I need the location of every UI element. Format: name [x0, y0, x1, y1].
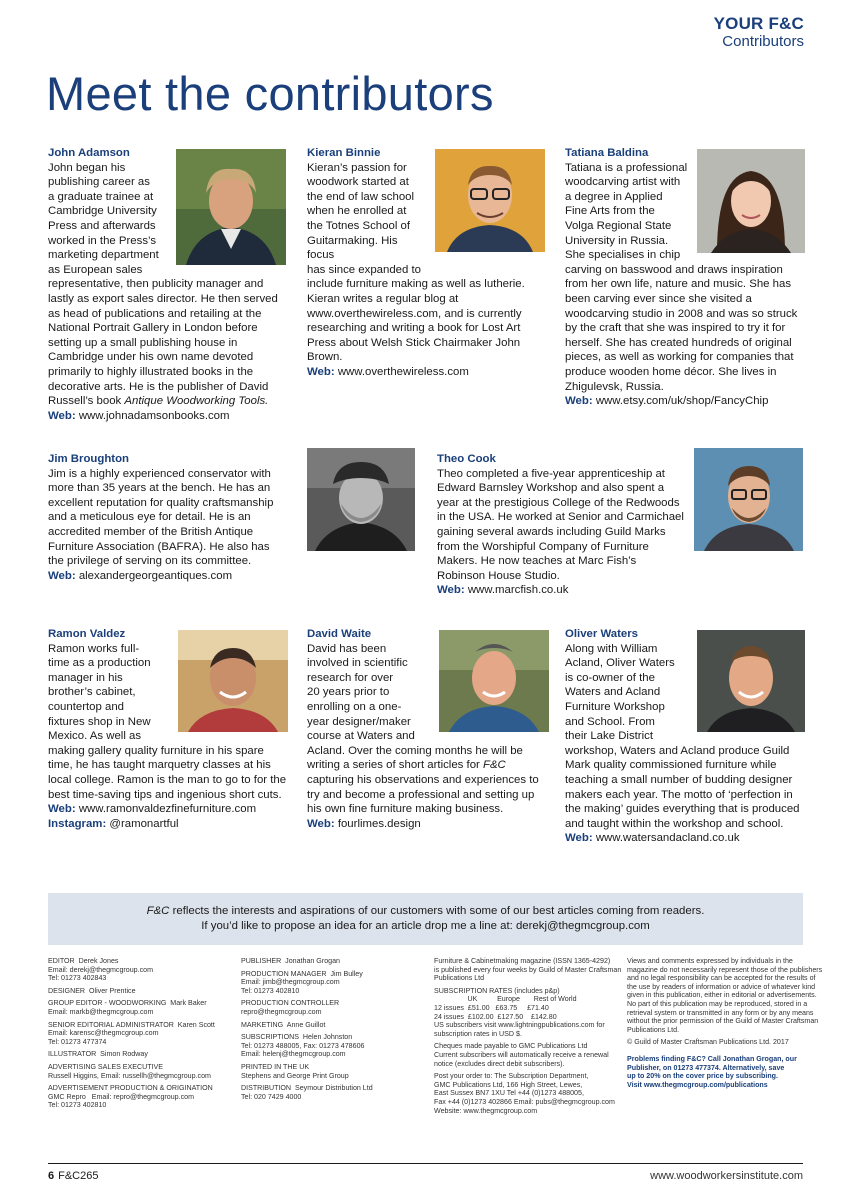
- imprint-promo-line: Problems finding F&C? Call Jonathan Grogan, our: [627, 1054, 797, 1063]
- contributor-theo-cook: [437, 452, 687, 598]
- imprint-line: 12 issues £51.00 £63.75 £71.40: [434, 1003, 549, 1012]
- imprint-line: PRODUCTION CONTROLLER: [241, 999, 340, 1008]
- web-line: Web: www.overthewireless.com: [307, 365, 469, 378]
- imprint-line: DISTRIBUTION Seymour Distribution Ltd: [241, 1084, 373, 1093]
- imprint-block: [434, 987, 629, 1039]
- imprint-promo-line: Publisher, on 01273 477374. Alternatively, save: [627, 1063, 785, 1072]
- contributor-name: John Adamson: [48, 147, 130, 159]
- imprint-line: Tel: 020 7429 4000: [241, 1092, 302, 1101]
- imprint-block: [241, 999, 441, 1016]
- bio-text: representative, then publicity manager and lastly as export sales director. He then served as head of publications and retailing at the National Portrait Gallery in London before setting up a small publishing house in Cambridge under his own name devoted primarily to highly illustrated books in the decorative arts. He is the publisher of David Russell’s book: [48, 278, 278, 408]
- portrait-photo: [176, 149, 286, 265]
- contributor-name: Theo Cook: [437, 453, 496, 465]
- web-link[interactable]: www.ramonvaldezfinefurniture.com: [78, 803, 257, 816]
- portrait-photo: [697, 149, 805, 253]
- imprint-line: Post your order to: The Subscription Department,: [434, 1072, 589, 1081]
- web-link[interactable]: www.marcfish.co.uk: [467, 584, 569, 597]
- contributor-tatiana-baldina: Tatiana Baldina Tatiana is a professional woodcarving artist with a degree in Applied Fine Arts from the Volga Regional State University in Russia. She specialises in chip carving on basswood and draws inspiration from her own life, nature and music. She has been carving ever since she visited a woodcarving studio in 2008 and was so struck by the craft that she was inspired to try it for herself. She has created hundreds of original pieces, as well as working for companies that produce wooden home décor. She lives in Zhigulevsk, Russia. Web: www.etsy.com/uk/shop/FancyChip: [565, 146, 805, 409]
- footer-website[interactable]: www.woodworkersinstitute.com: [650, 1170, 803, 1182]
- imprint-block: [48, 957, 248, 983]
- imprint-block: [241, 1033, 441, 1059]
- bio-text: as well as lutherie. Kieran writes a regular blog at www.overthewireless.com, and is currently researching and writing a book for Lost Art Press about Welsh Stick Chairmaker John Brown.: [307, 278, 525, 364]
- imprint-line: SUBSCRIPTIONS Helen Johnston: [241, 1033, 353, 1042]
- web-link[interactable]: www.etsy.com/uk/shop/FancyChip: [595, 395, 769, 408]
- portrait-photo: [439, 630, 549, 732]
- web-link[interactable]: fourlimes.design: [337, 817, 421, 830]
- contributor-ramon-valdez: Ramon Valdez Ramon works full- time as a production manager in his brother’s cabinet, countertop and fixtures shop in New Mexico. As well as making gallery quality furniture in his spare time, he has taught marquetry classes at his local college. Ramon is the man to go to for the best time-saving tips and ingenious short cuts. Web: www.ramonvaldezfinefurniture.com Instagram: @ramonartful: [48, 628, 287, 830]
- imprint-block: [241, 1021, 441, 1030]
- imprint-line: Russell Higgins, Email: russellh@thegmcgroup.com: [48, 1071, 211, 1080]
- imprint-line: Publications Ltd: [434, 974, 485, 983]
- imprint-line: East Sussex BN7 1XU Tel +44 (0)1273 488005,: [434, 1089, 584, 1098]
- reader-articles-banner: F&C reflects the interests and aspirations of our customers with some of our best articles coming from readers. If you’d like to propose an idea for an article drop me a line at: derekj@thegmcgroup.com: [48, 893, 803, 945]
- imprint-line: Email: derekj@thegmcgroup.com: [48, 965, 153, 974]
- book-title: Antique Woodworking Tools.: [124, 395, 269, 408]
- imprint-line: Tel: 01273 402810: [241, 986, 300, 995]
- portrait-photo: [178, 630, 288, 732]
- imprint-block: [48, 1084, 248, 1110]
- imprint-block: [241, 970, 441, 996]
- imprint-block: [434, 1072, 629, 1115]
- bio-text: Jim is a highly experienced conservator with more than 35 years at the bench. He has an excellent reputation for quality craftsmanship and a meticulous eye for detail. He is an accredited member of the British Antique Furniture Association (BAFRA). He also has the privilege of serving on its committee.: [48, 467, 274, 568]
- imprint-line: Fax +44 (0)1273 402866 Email: pubs@thegmcgroup.com: [434, 1097, 615, 1106]
- imprint-block: [434, 1042, 629, 1068]
- web-line: Web: fourlimes.design: [307, 817, 421, 830]
- contributor-kieran-binnie: Kieran Binnie Kieran’s passion for woodwork started at the end of law school when he enrolled at the Totnes School of Guitarmaking. His focus has since expanded to include furniture making as well as lutherie. Kieran writes a regular blog at www.overthewireless.com, and is currently researching and writing a book for Lost Art Press about Welsh Stick Chairmaker John Brown. Web: www.overthewireless.com: [307, 146, 545, 380]
- web-line: Web: www.etsy.com/uk/shop/FancyChip: [565, 395, 769, 408]
- imprint-line: Cheques made payable to GMC Publications Ltd: [434, 1042, 588, 1051]
- magazine-title: F&C: [482, 759, 506, 772]
- imprint-block: [48, 1063, 248, 1080]
- imprint-line: Stephens and George Print Group: [241, 1071, 349, 1080]
- imprint-block: [48, 1050, 248, 1059]
- imprint-line: without the prior permission of the Guild of Master Craftsman: [627, 1017, 819, 1026]
- section-tag: [714, 15, 804, 50]
- imprint-line: 24 issues £102.00 £127.50 £142.80: [434, 1012, 557, 1021]
- imprint-line: ADVERTISEMENT PRODUCTION & ORIGINATION: [48, 1084, 213, 1093]
- web-link[interactable]: www.watersandacland.co.uk: [595, 832, 740, 845]
- imprint-line: Email: markb@thegmcgroup.com: [48, 1007, 154, 1016]
- imprint-block: [627, 957, 823, 1034]
- contributor-name: Jim Broughton: [48, 453, 129, 465]
- imprint-line: subscription rates in USD $.: [434, 1029, 522, 1038]
- contributor-david-waite: David Waite David has been involved in scientific research for over 20 years prior to enrolling on a one- year designer/maker course at Waters and Acland. Over the coming months he will be writing a series of short articles for F&C capturing his observations and experiences to try and become a professional and setting up his own fine furniture making business. Web: fourlimes.design: [307, 627, 549, 831]
- imprint-line: Current subscribers will automatically receive a renewal: [434, 1050, 609, 1059]
- imprint-line: Tel: 01273 402810: [48, 1101, 107, 1110]
- imprint-line: GMC Publications Ltd, 166 High Street, Lewes,: [434, 1080, 583, 1089]
- web-link[interactable]: www.johnadamsonbooks.com: [78, 409, 230, 422]
- imprint-line: ILLUSTRATOR Simon Rodway: [48, 1050, 148, 1059]
- imprint-line: GROUP EDITOR - WOODWORKING Mark Baker: [48, 999, 207, 1008]
- page-title: Meet the contributors: [46, 67, 494, 120]
- imprint-line: retrieval system or transmitted in any form or by any means: [627, 1008, 814, 1017]
- banner-contact-line: If you’d like to propose an idea for an article drop me a line at: derekj@thegmcgroup.com: [201, 919, 650, 932]
- portrait-photo: [697, 630, 805, 732]
- imprint-line: No part of this publication may be reproduced, stored in a: [627, 999, 808, 1008]
- imprint-line: DESIGNER Oliver Prentice: [48, 986, 136, 995]
- page-number: 6: [48, 1170, 55, 1182]
- imprint-column-1: [48, 957, 248, 1114]
- imprint-line: Email: karensc@thegmcgroup.com: [48, 1029, 159, 1038]
- section-brand: YOUR F&C: [713, 14, 804, 33]
- web-line: Web: alexandergeorgeantiques.com: [48, 569, 233, 582]
- instagram-line: Instagram: @ramonartful: [48, 817, 179, 830]
- contributor-name: Tatiana Baldina: [565, 147, 649, 159]
- contributor-jim-broughton: [48, 452, 288, 583]
- portrait-photo-jim-broughton: [307, 448, 415, 551]
- web-line: Web: www.johnadamsonbooks.com: [48, 409, 230, 422]
- imprint-line: ADVERTISING SALES EXECUTIVE: [48, 1062, 163, 1071]
- footer-divider: [48, 1163, 803, 1164]
- imprint-block: [241, 1084, 441, 1101]
- imprint-line: Email: helenj@thegmcgroup.com: [241, 1050, 346, 1059]
- imprint-line: notice (excludes direct debit subscribers).: [434, 1059, 565, 1068]
- imprint-line: MARKETING Anne Guillot: [241, 1020, 326, 1029]
- imprint-line: GMC Repro Email: repro@thegmcgroup.com: [48, 1092, 194, 1101]
- imprint-line: magazine do not necessarily represent those of the publishers: [627, 965, 823, 974]
- imprint-promo-line: up to 20% on the cover price by subscribing.: [627, 1072, 778, 1081]
- imprint-line: the use by readers of information or advice of whatever kind: [627, 982, 816, 991]
- web-line: Web: www.ramonvaldezfinefurniture.com: [48, 803, 257, 816]
- imprint-line: given in this publication, either in editorial or advertisements.: [627, 991, 817, 1000]
- imprint-promo-line: Visit www.thegmcgroup.com/publications: [627, 1080, 768, 1089]
- imprint-block: [48, 1021, 248, 1047]
- imprint-line: PRINTED IN THE UK: [241, 1062, 310, 1071]
- imprint-block: [241, 1063, 441, 1080]
- imprint-line: Publications Ltd.: [627, 1025, 680, 1034]
- imprint-line: UK Europe Rest of World: [434, 995, 577, 1004]
- contributor-name: Oliver Waters: [565, 628, 639, 640]
- portrait-photo-theo-cook: [694, 448, 803, 551]
- imprint-line: and no legal responsibility can be accepted for the results of: [627, 974, 816, 983]
- imprint-line: Views and comments expressed by individuals in the: [627, 957, 793, 965]
- bio-text: carving on basswood and draws inspiration from her own life, nature and music. She has been carving ever since she visited a woodcarving studio in 2008 and was so struck by the craft that she was inspired to try it for herself. She has created hundreds of original pieces, as well as working for companies that produce wooden home décor. She lives in Zhigulevsk, Russia.: [565, 263, 798, 393]
- contributor-name: David Waite: [307, 628, 372, 640]
- portrait-photo: [435, 149, 545, 252]
- imprint-block: [48, 987, 248, 996]
- web-line: Web: www.marcfish.co.uk: [437, 584, 569, 597]
- imprint-block: [48, 999, 248, 1016]
- imprint-line: Tel: 01273 488005, Fax: 01273 478606: [241, 1041, 365, 1050]
- imprint-line: US subscribers visit www.lightningpublications.com for: [434, 1021, 605, 1030]
- imprint-column-3: [434, 957, 629, 1119]
- imprint-block: [241, 957, 441, 966]
- imprint-column-2: [241, 957, 441, 1105]
- imprint-promo: [627, 1055, 805, 1089]
- contributor-oliver-waters: Oliver Waters Along with William Acland, Oliver Waters is co-owner of the Waters and Acland Furniture Workshop and School. From their Lake District workshop, Waters and Acland produce Guild Mark quality commissioned furniture while teaching a small number of budding designer makers each year. The motto of ‘perfection in the making’ guides everything that is produced and taught within the workshop and school. Web: www.watersandacland.co.uk: [565, 627, 805, 846]
- imprint-line: PRODUCTION MANAGER Jim Bulley: [241, 969, 363, 978]
- web-link[interactable]: alexandergeorgeantiques.com: [78, 569, 233, 582]
- footer-page-info: [48, 1170, 98, 1182]
- imprint-line: © Guild of Master Craftsman Publications Ltd. 2017: [627, 1038, 789, 1047]
- web-link[interactable]: www.overthewireless.com: [337, 365, 469, 378]
- bio-text: Theo completed a five-year apprenticeship at Edward Barnsley Workshop and also spent a year at the prestigious College of the Redwoods in the USA. He worked at Senior and Carmichael gaining several awards including Guild Marks from the Worshipful Company of Furniture Makers. He now teaches at Marc Fish’s Robinson House Studio.: [437, 467, 684, 582]
- bio-text: making gallery quality furniture in his spare time, he has taught marquetry classes at his local college. Ramon is the man to go to for the best time-saving tips and ingenious short cuts.: [48, 744, 287, 801]
- imprint-block: [627, 1038, 805, 1047]
- contributor-john-adamson: John Adamson John began his publishing career as a graduate trainee at Cambridge University Press and afterwards worked in the Press’s marketing department as European sales representative, then publicity manager and lastly as export sales director. He then served as head of publications and retailing at the National Portrait Gallery in London before setting up a small publishing house in Cambridge under his own name devoted primarily to highly illustrated books in the decorative arts. He is the publisher of David Russell’s book Antique Woodworking Tools. Web: www.johnadamsonbooks.com: [48, 146, 286, 423]
- web-line: Web: www.watersandacland.co.uk: [565, 832, 740, 845]
- imprint-line: is published every four weeks by Guild of Master Craftsman: [434, 965, 622, 974]
- imprint-column-4: [627, 957, 823, 1093]
- contributor-name: Ramon Valdez: [48, 628, 126, 640]
- imprint-line: SENIOR EDITORIAL ADMINISTRATOR Karen Scott: [48, 1020, 215, 1029]
- imprint-block: [434, 957, 629, 983]
- imprint-line: SUBSCRIPTION RATES (includes p&p): [434, 986, 560, 995]
- imprint-line: EDITOR Derek Jones: [48, 957, 119, 965]
- instagram-link[interactable]: @ramonartful: [109, 817, 179, 830]
- imprint-line: repro@thegmcgroup.com: [241, 1007, 322, 1016]
- bio-text: workshop, Waters and Acland produce Guild Mark quality commissioned furniture while teaching a small number of budding designer makers each year. The motto of ‘perfection in the making’ guides everything that is produced and taught within the workshop and school.: [565, 744, 800, 830]
- imprint-line: PUBLISHER Jonathan Grogan: [241, 957, 340, 965]
- imprint-line: Furniture & Cabinetmaking magazine (ISSN 1365-4292): [434, 957, 611, 965]
- contributor-name: Kieran Binnie: [307, 147, 381, 159]
- bio-text: Acland. Over the coming months he will be writing a series of short articles for: [307, 744, 523, 772]
- imprint-line: Email: jimb@thegmcgroup.com: [241, 978, 340, 987]
- imprint-line: Website: www.thegmcgroup.com: [434, 1106, 538, 1115]
- imprint-line: Tel: 01273 477374: [48, 1037, 107, 1046]
- imprint-line: Tel: 01273 402843: [48, 974, 107, 983]
- issue-number: F&C265: [58, 1170, 99, 1182]
- section-label: Contributors: [722, 33, 804, 50]
